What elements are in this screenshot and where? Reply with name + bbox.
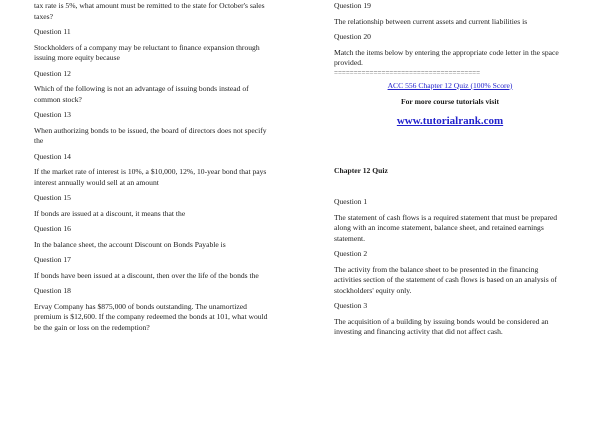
question-18-label: Question 18: [34, 286, 71, 295]
question-18-text: Ervay Company has $875,000 of bonds outstanding. The unamortized premium is $12,600. If the company redeemed the bonds at 101, what would be the gain or loss on the redemption?: [34, 301, 268, 332]
course-link[interactable]: [334, 81, 566, 92]
question-16-text: In the balance sheet, the account Discount on Bonds Payable is: [34, 239, 226, 249]
question-14-label: Question 14: [34, 151, 71, 161]
question-19-text: The relationship between current assets and current liabilities is: [334, 16, 528, 26]
question-16-label: Question 16: [34, 224, 71, 233]
question-17-text: If bonds have been issued at a discount, then over the life of the bonds the: [34, 270, 259, 280]
question-11-text: Stockholders of a company may be reluctant to finance expansion through issuing more equity because: [34, 42, 260, 62]
chapter-heading: Chapter 12 Quiz: [334, 165, 388, 175]
left-page: [34, 0, 270, 338]
question-12-text: Which of the following is not an advantage of issuing bonds instead of common stock?: [34, 84, 249, 104]
separator-line: =====================================: [334, 68, 481, 77]
right-page: [334, 0, 566, 338]
question-19-label: Question 19: [334, 1, 371, 10]
course-link-text[interactable]: ACC 556 Chapter 12 Quiz (100% Score): [387, 80, 513, 90]
ch12-question-2-label: Question 2: [334, 249, 368, 258]
question-17-label: Question 17: [34, 255, 71, 264]
site-link[interactable]: [334, 115, 566, 128]
ch12-question-1-text: The statement of cash flows is a required statement that must be prepared along with an income statement, balance sheet, and retained earnings statement.: [334, 212, 558, 243]
question-13-label: Question 13: [34, 110, 71, 119]
ch12-question-1-label: Question 1: [334, 197, 368, 206]
question-15-text: If bonds are issued at a discount, it means that the: [34, 208, 186, 218]
question-20-label: Question 20: [334, 32, 371, 41]
question-12-label: Question 12: [34, 68, 71, 78]
question-10-text: tax rate is 5%, what amount must be remitted to the state for October's sales taxes?: [34, 1, 265, 21]
ch12-question-3-text: The acquisition of a building by issuing bonds would be considered an investing and financing activity that did not affect cash.: [334, 316, 549, 336]
question-15-label: Question 15: [34, 193, 71, 202]
question-13-text: When authorizing bonds to be issued, the board of directors does not specify the: [34, 125, 267, 145]
ch12-question-2-text: The activity from the balance sheet to be presented in the financing activities section of the statement of cash flows is based on an analysis of stockholders' equity only.: [334, 264, 557, 295]
question-20-text: Match the items below by entering the appropriate code letter in the space provided.: [334, 47, 559, 67]
question-11-label: Question 11: [34, 27, 71, 36]
ch12-question-3-label: Question 3: [334, 301, 368, 310]
more-tutorials-text: For more course tutorials visit: [401, 97, 499, 106]
question-14-text: If the market rate of interest is 10%, a $10,000, 12%, 10-year bond that pays interest annually would sell at an amount: [34, 167, 267, 187]
site-link-text[interactable]: www.tutorialrank.com: [396, 114, 504, 127]
